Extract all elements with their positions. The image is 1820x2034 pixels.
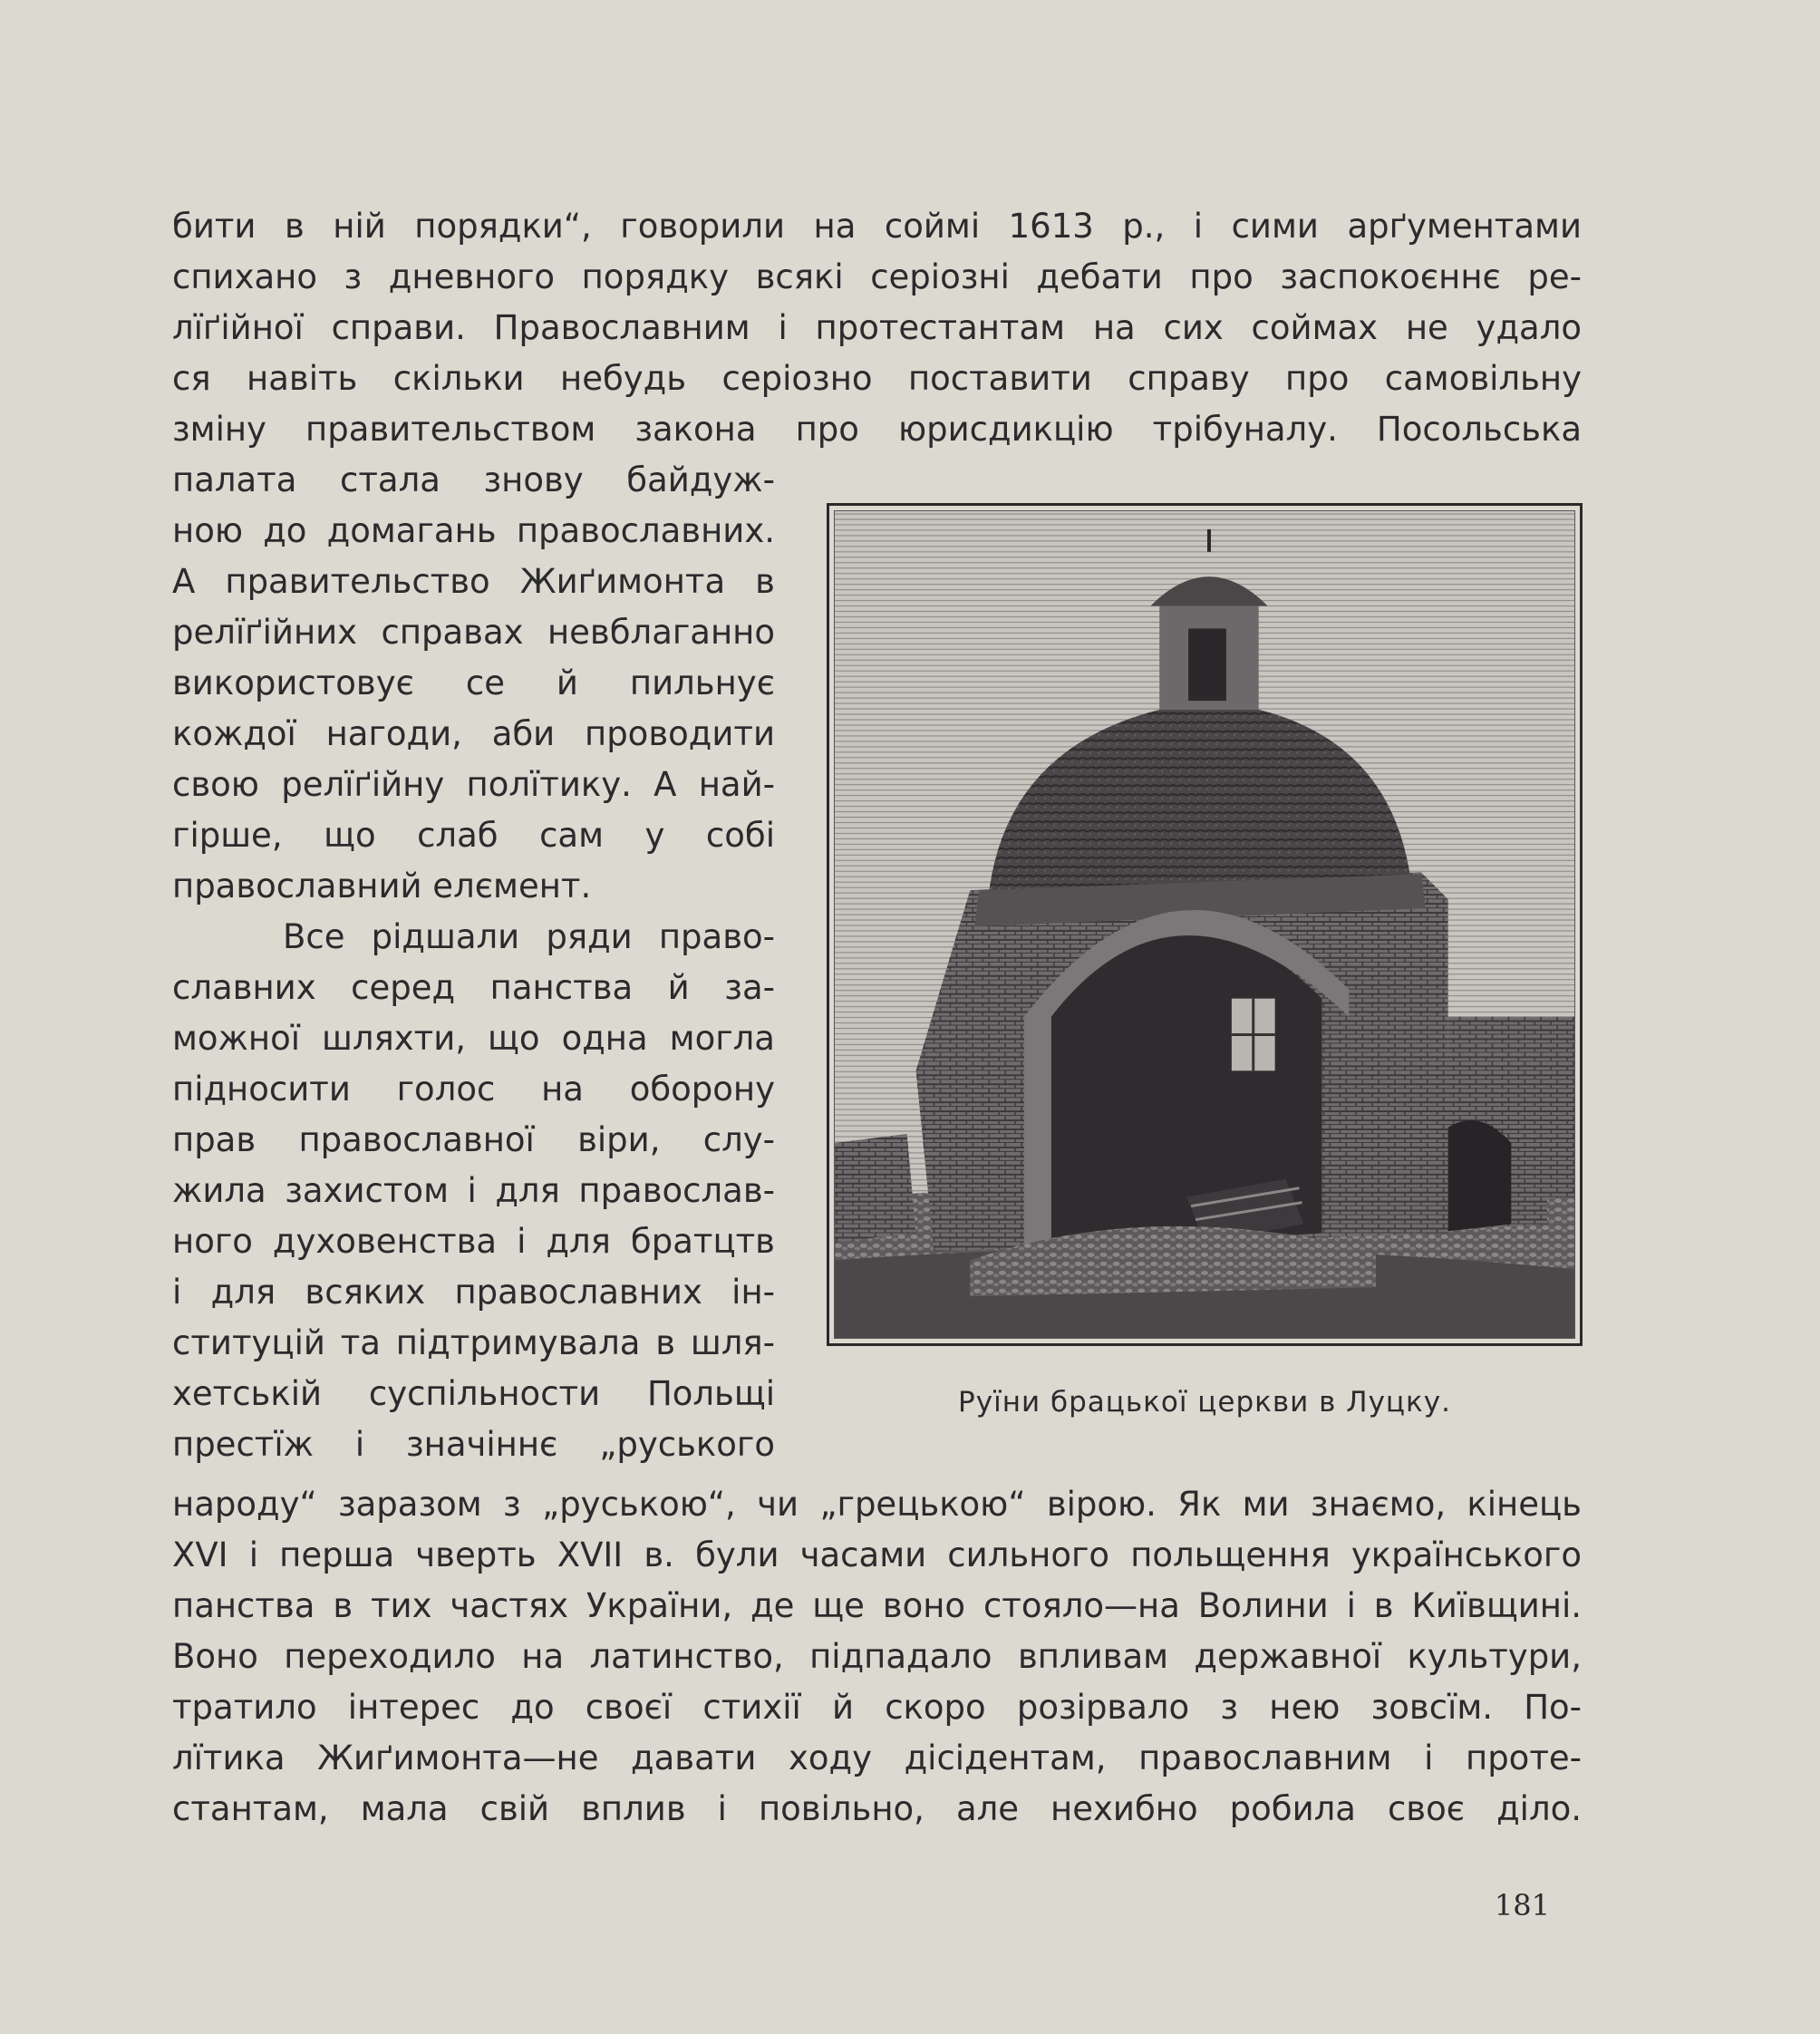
engraving-drawing xyxy=(835,511,1574,1338)
text-line: славних серед панства й за- xyxy=(172,968,775,1007)
text-line: XVI і перша чверть XVII в. були часами сильного польщення українського xyxy=(172,1535,1582,1574)
text-line: палата стала знову байдуж- xyxy=(172,460,775,499)
text-line: хетській суспільности Польщі xyxy=(172,1374,775,1413)
text-line: свою релїґійну полїтику. А най- xyxy=(172,765,775,804)
text-line: і для всяких православних ін- xyxy=(172,1273,775,1312)
text-line: кождої нагоди, аби проводити xyxy=(172,714,775,753)
text-line: прав православної віри, слу- xyxy=(172,1120,775,1159)
text-line: стантам, мала свій вплив і повільно, але нехибно робила своє діло. xyxy=(172,1789,1582,1828)
page-number: 181 xyxy=(1494,1888,1550,1923)
text-line: лїтика Жиґимонта—не давати ходу дісідентам, православним і проте- xyxy=(172,1739,1582,1777)
text-line: бити в ній порядки“, говорили на соймі 1613 р., і сими арґументами xyxy=(172,207,1582,246)
text-line: панства в тих частях України, де ще воно стояло—на Волини і в Київщині. xyxy=(172,1586,1582,1625)
text-line: релїґійних справах невблаганно xyxy=(172,613,775,652)
text-line: ся навіть скільки небудь серіозно поставити справу про самовільну xyxy=(172,359,1582,398)
text-line: тратило інтерес до своєї стихії й скоро розірвало з нею зовсїм. По- xyxy=(172,1688,1582,1727)
text-line: підносити голос на оборону xyxy=(172,1070,775,1109)
text-line: спихано з дневного порядку всякі серіозні дебати про заспокоєннє ре- xyxy=(172,257,1582,296)
text-line: Воно переходило на латинство, підпадало впливам державної культури, xyxy=(172,1637,1582,1676)
text-line: ною до домагань православних. xyxy=(172,511,775,550)
text-line: ституцій та підтримувала в шля- xyxy=(172,1323,775,1362)
illustration-frame xyxy=(827,503,1583,1346)
text-line: престїж і значіннє „руського xyxy=(172,1425,775,1464)
text-line: гірше, що слаб сам у собі xyxy=(172,816,775,855)
paragraph-first-line: Все рідшали ряди право- xyxy=(283,917,775,956)
text-line: використовує се й пильнує xyxy=(172,663,775,702)
text-line: А правительство Жиґимонта в xyxy=(172,562,775,601)
text-line: ного духовенства і для братцтв xyxy=(172,1222,775,1261)
church-ruins-engraving xyxy=(834,510,1575,1339)
text-line: можної шляхти, що одна могла xyxy=(172,1019,775,1058)
text-line: православний елємент. xyxy=(172,867,592,906)
text-line: жила захистом і для православ- xyxy=(172,1171,775,1210)
figure-caption: Руїни брацької церкви в Луцку. xyxy=(958,1386,1451,1419)
text-line: народу“ заразом з „руською“, чи „грецькою“ вірою. Як ми знаємо, кінець xyxy=(172,1485,1582,1524)
text-line: зміну правительством закона про юрисдикцію трібуналу. Посольська xyxy=(172,410,1582,449)
text-line: лїґійної справи. Православним і протестантам на сих соймах не удало xyxy=(172,308,1582,347)
